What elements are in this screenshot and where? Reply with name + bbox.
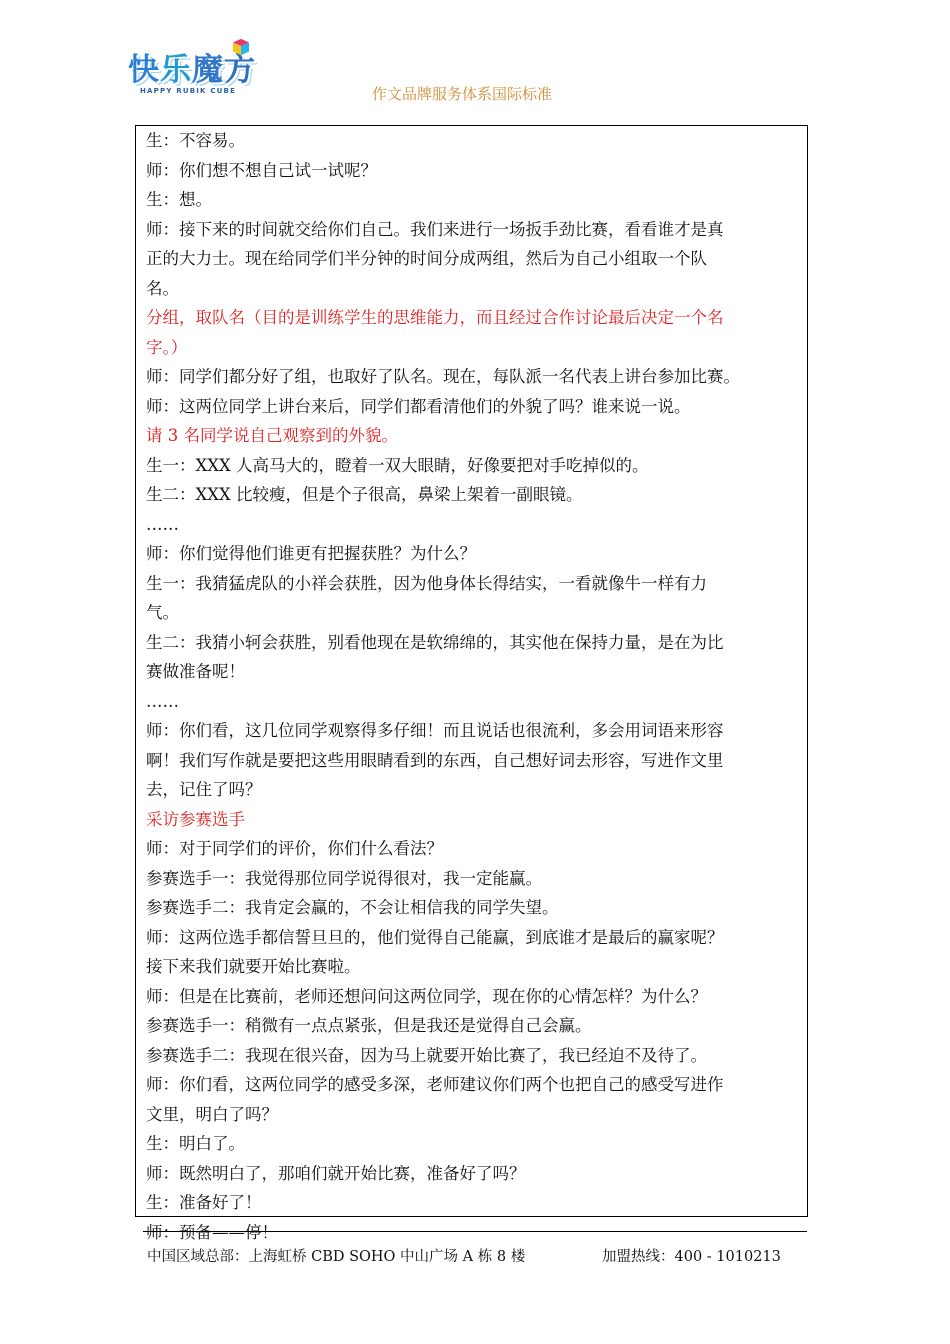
transcript-line: 参赛选手二：我肯定会赢的，不会让相信我的同学失望。 xyxy=(146,898,559,917)
transcript-line: 气。 xyxy=(146,603,179,622)
transcript-line: 参赛选手一：我觉得那位同学说得很对，我一定能赢。 xyxy=(146,868,542,888)
transcript-line: 师：同学们都分好了组，也取好了队名。现在，每队派一名代表上讲台参加比赛。 xyxy=(146,367,740,386)
logo-wordmark: 快乐魔方 xyxy=(128,52,256,88)
transcript-line: 师：既然明白了，那咱们就开始比赛，准备好了吗？ xyxy=(146,1163,526,1183)
transcript-line: 师：但是在比赛前，老师还想问问这两位同学，现在你的心情怎样？为什么？ xyxy=(146,986,707,1006)
footer-address: 中国区域总部：上海虹桥 CBD SOHO 中山广场 A 栋 8 楼 xyxy=(147,1249,526,1265)
transcript-line: 采访参赛选手 xyxy=(146,809,245,829)
transcript-line: 字。） xyxy=(146,337,188,357)
transcript-line: 分组，取队名（目的是训练学生的思维能力，而且经过合作讨论最后决定一个名 xyxy=(146,308,724,327)
transcript-line: 师：你们看，这几位同学观察得多仔细！而且说话也很流利，多会用词语来形容 xyxy=(146,721,724,740)
transcript-line: …… xyxy=(146,514,179,534)
transcript-line: 师：这两位同学上讲台来后，同学们都看清他们的外貌了吗？谁来说一说。 xyxy=(146,396,691,416)
transcript-line: 师：你们想不想自己试一试呢？ xyxy=(146,160,377,180)
transcript-line: 文里，明白了吗？ xyxy=(146,1104,278,1124)
transcript-line: 师：这两位选手都信誓旦旦的，他们觉得自己能赢，到底谁才是最后的赢家呢？ xyxy=(146,927,724,947)
transcript-line: 师：你们看，这两位同学的感受多深，老师建议你们两个也把自己的感受写进作 xyxy=(146,1075,724,1094)
transcript-line: 啊！我们写作就是要把这些用眼睛看到的东西，自己想好词去形容，写进作文里 xyxy=(146,750,724,770)
transcript-line: 生二：XXX 比较瘦，但是个子很高，鼻梁上架着一副眼镜。 xyxy=(146,485,583,504)
transcript-line: 生一：我猜猛虎队的小祥会获胜，因为他身体长得结实，一看就像牛一样有力 xyxy=(146,573,707,593)
transcript-line: 师：对于同学们的评价，你们什么看法？ xyxy=(146,839,443,858)
transcript-line: 生：明白了。 xyxy=(146,1134,245,1153)
transcript-line: 生二：我猜小轲会获胜，别看他现在是软绵绵的，其实他在保持力量，是在为比 xyxy=(146,632,724,652)
footer-hotline: 加盟热线：400 - 1010213 xyxy=(602,1249,781,1265)
transcript-line: 赛做准备呢！ xyxy=(146,662,245,681)
transcript-lines xyxy=(146,126,802,1247)
rubik-cube-icon xyxy=(232,38,250,56)
transcript-line: 生：准备好了！ xyxy=(146,1193,262,1212)
transcript-line: 生：想。 xyxy=(146,190,212,209)
brand-logo xyxy=(128,44,258,104)
transcript-line: 生：不容易。 xyxy=(146,131,245,150)
lesson-transcript-box xyxy=(135,125,808,1242)
transcript-line: 师：预备——停！ xyxy=(146,1222,278,1242)
transcript-line: 接下来我们就要开始比赛啦。 xyxy=(146,957,361,976)
transcript-line: 师：接下来的时间就交给你们自己。我们来进行一场扳手劲比赛，看看谁才是真 xyxy=(146,219,724,239)
transcript-line: 名。 xyxy=(146,278,179,298)
transcript-line: 生一：XXX 人高马大的，瞪着一双大眼睛，好像要把对手吃掉似的。 xyxy=(146,455,649,475)
transcript-line: 请 3 名同学说自己观察到的外貌。 xyxy=(146,426,398,445)
header-title: 作文品牌服务体系国际标准 xyxy=(372,85,553,103)
transcript-line: …… xyxy=(146,691,179,711)
transcript-line: 师：你们觉得他们谁更有把握获胜？为什么？ xyxy=(146,544,476,563)
transcript-line: 参赛选手一：稍微有一点点紧张，但是我还是觉得自己会赢。 xyxy=(146,1016,592,1035)
footer-divider xyxy=(143,1231,807,1232)
transcript-line: 去，记住了吗？ xyxy=(146,780,262,799)
transcript-line: 正的大力士。现在给同学们半分钟的时间分成两组，然后为自己小组取一个队 xyxy=(146,249,707,268)
transcript-line: 参赛选手二：我现在很兴奋，因为马上就要开始比赛了，我已经迫不及待了。 xyxy=(146,1045,707,1065)
logo-subtext: HAPPY RUBIK CUBE xyxy=(140,87,237,95)
